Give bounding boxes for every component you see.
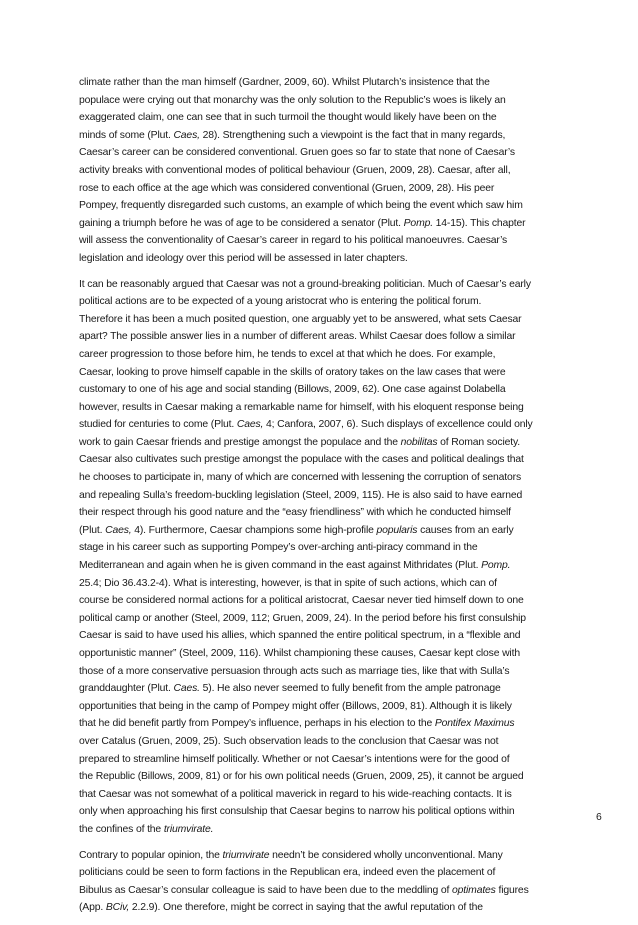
- text-line: [79, 882, 565, 900]
- text-run: work to gain Caesar friends and prestige amongst the populace and the: [79, 436, 401, 448]
- text-run: he chooses to participate in, many of which are concerned with lessening the corruption of senators: [79, 472, 522, 484]
- text-run: 28). Strengthening such a viewpoint is the fact that in many regards,: [199, 129, 506, 141]
- text-run: prepared to streamline himself politically. Whether or not Caesar’s intentions were for the good of: [79, 753, 510, 765]
- text-line: [79, 592, 565, 610]
- text-run: 2.2.9). One therefore, might be correct in saying that the awful reputation of the: [129, 902, 483, 914]
- paragraph: [79, 847, 565, 917]
- body-text: [79, 74, 565, 925]
- text-run: (Plut.: [79, 524, 106, 536]
- text-line: [79, 768, 565, 786]
- text-run: customary to one of his age and social standing (Billows, 2009, 62). One case against Dolabella: [79, 384, 506, 396]
- text-line: [79, 416, 565, 434]
- text-run: causes from an early: [417, 524, 514, 536]
- text-run: 14-15). This chapter: [432, 217, 526, 229]
- text-run: however, results in Caesar making a remarkable name for himself, with his eloquent response being: [79, 401, 524, 413]
- text-line: [79, 864, 565, 882]
- text-line: [79, 469, 565, 487]
- text-run: Mediterranean and again when he is given command in the east against Mithridates (Plut.: [79, 560, 482, 572]
- text-run: It can be reasonably argued that Caesar was not a ground-breaking politician. Much of Caesar’s early: [79, 278, 531, 290]
- text-line: [79, 180, 565, 198]
- text-line: [79, 539, 565, 557]
- text-run: apart? The possible answer lies in a number of different areas. Whilst Caesar does follow a similar: [79, 331, 516, 343]
- text-line: [79, 74, 565, 92]
- text-line: [79, 144, 565, 162]
- text-run: Caesar also cultivates such prestige amongst the populace with the cases and political dealings that: [79, 454, 524, 466]
- italic-term: triumvirate: [222, 849, 270, 861]
- paragraph: [79, 276, 565, 839]
- text-line: [79, 487, 565, 505]
- text-run: those of a more conservative persuasion through acts such as marriage ties, like that with Sulla’s: [79, 665, 510, 677]
- text-run: Pompey, frequently disregarded such customs, an example of which being the event which saw him: [79, 200, 523, 212]
- text-line: [79, 293, 565, 311]
- text-run: only when approaching his first consulship that Caesar begins to narrow his political options within: [79, 806, 515, 818]
- italic-term: Pontifex Maximus: [434, 718, 515, 730]
- text-line: [79, 215, 565, 233]
- text-line: [79, 557, 565, 575]
- text-run: Caesar is said to have used his allies, which spanned the entire political spectrum, in a “flexible and: [79, 630, 521, 642]
- text-run: will assess the conventionality of Caesar’s career in regard to his political manoeuvres. Caesar’s: [79, 235, 508, 247]
- text-line: [79, 92, 565, 110]
- text-run: rose to each office at the age which was considered conventional (Gruen, 2009, 28). His peer: [79, 182, 495, 194]
- text-line: [79, 715, 565, 733]
- text-line: [79, 504, 565, 522]
- text-line: [79, 680, 565, 698]
- text-run: 4). Furthermore, Caesar champions some high-profile: [131, 524, 377, 536]
- text-run: Caesar, looking to prove himself capable in the skills of oratory takes on the law cases that were: [79, 366, 506, 378]
- text-line: [79, 364, 565, 382]
- text-line: [79, 847, 565, 865]
- text-run: that Caesar was not somewhat of a political maverick in regard to his wide-reaching contacts. It is: [79, 788, 512, 800]
- italic-term: Caes,: [236, 419, 264, 431]
- text-run: figures: [495, 884, 529, 896]
- text-line: [79, 663, 565, 681]
- text-line: [79, 451, 565, 469]
- text-line: [79, 311, 565, 329]
- italic-term: Caes,: [105, 524, 132, 536]
- text-run: opportunities that being in the camp of Pompey might offer (Billows, 2009, 81). Although it is likely: [79, 700, 512, 712]
- text-run: course be considered normal actions for a political aristocrat, Caesar never tied himself down to one: [79, 595, 524, 607]
- text-line: [79, 127, 565, 145]
- text-line: [79, 250, 565, 268]
- text-run: opportunistic manner” (Steel, 2009, 116). Whilst championing these causes, Caesar kept close with: [79, 648, 520, 659]
- text-run: populace were crying out that monarchy was the only solution to the Republic’s woes is likely an: [79, 94, 506, 106]
- text-line: [79, 381, 565, 399]
- text-run: over Catalus (Gruen, 2009, 25). Such observation leads to the conclusion that Caesar was not: [79, 735, 499, 747]
- text-run: (App.: [79, 902, 106, 914]
- text-run: activity breaks with conventional modes of political behaviour (Gruen, 2009, 28). Caesar, after all,: [79, 164, 511, 176]
- text-line: [79, 328, 565, 346]
- text-run: Contrary to popular opinion, the: [79, 849, 223, 861]
- text-line: [79, 197, 565, 215]
- text-line: [79, 162, 565, 180]
- text-line: [79, 346, 565, 364]
- text-run: exaggerated claim, one can see that in such turmoil the thought would likely have been on the: [79, 112, 497, 124]
- text-run: minds of some (Plut.: [79, 129, 174, 141]
- text-run: the Republic (Billows, 2009, 81) or for his own political needs (Gruen, 2009, 25), it cannot be argued: [79, 771, 524, 783]
- text-run: Caesar’s career can be considered conventional. Gruen goes so far to state that none of Caesar’s: [79, 147, 515, 159]
- text-run: the confines of the: [79, 823, 164, 835]
- italic-term: popularis: [376, 524, 418, 536]
- text-line: [79, 575, 565, 593]
- text-line: [79, 610, 565, 628]
- text-run: of Roman society.: [437, 436, 520, 448]
- text-line: [79, 522, 565, 540]
- text-line: [79, 232, 565, 250]
- paragraph: [79, 74, 565, 268]
- text-run: Bibulus as Caesar’s consular colleague is said to have been due to the meddling of: [79, 884, 453, 896]
- text-line: [79, 821, 565, 839]
- text-run: needn’t be considered wholly unconventional. Many: [269, 849, 503, 861]
- text-line: [79, 399, 565, 417]
- italic-term: nobilitas: [400, 436, 438, 448]
- text-line: [79, 109, 565, 127]
- text-run: studied for centuries to come (Plut.: [79, 419, 237, 431]
- text-run: 4; Canfora, 2007, 6). Such displays of excellence could only: [263, 419, 533, 431]
- text-run: and repealing Sulla’s freedom-buckling legislation (Steel, 2009, 115). He is also said to have earned: [79, 489, 523, 501]
- text-run: 25.4; Dio 36.43.2-4). What is interesting, however, is that in spite of such actions, which can of: [79, 577, 497, 589]
- text-run: career progression to those before him, he tends to excel at that which he does. For example,: [79, 348, 496, 360]
- text-line: [79, 698, 565, 716]
- text-run: their respect through his good nature and the “easy friendliness” with which he conducted himself: [79, 507, 511, 519]
- text-run: politicians could be seen to form factions in the Republican era, indeed even the placement of: [79, 867, 496, 879]
- text-line: [79, 733, 565, 751]
- text-run: gaining a triumph before he was of age to be considered a senator (Plut.: [79, 217, 404, 229]
- text-line: [79, 276, 565, 294]
- italic-term: Pomp.: [403, 217, 433, 229]
- italic-term: triumvirate.: [163, 823, 214, 835]
- text-run: that he did benefit partly from Pompey’s influence, perhaps in his election to the: [79, 718, 435, 730]
- italic-term: BCiv,: [105, 902, 130, 914]
- italic-term: Caes.: [173, 683, 200, 695]
- text-run: 5). He also never seemed to fully benefit from the ample patronage: [199, 683, 501, 695]
- text-run: political actions are to be expected of a young aristocrat who is entering the political forum.: [79, 296, 482, 308]
- page-number: 6: [596, 812, 602, 823]
- italic-term: Pomp.: [481, 560, 511, 572]
- text-run: granddaughter (Plut.: [79, 683, 174, 695]
- italic-term: Caes,: [173, 129, 200, 141]
- text-run: stage in his career such as supporting Pompey’s over-arching anti-piracy command in the: [79, 542, 478, 554]
- text-line: [79, 627, 565, 645]
- text-run: political camp or another (Steel, 2009, 112; Gruen, 2009, 24). In the period before his first consulship: [79, 612, 526, 624]
- text-run: Therefore it has been a much posited question, one arguably yet to be answered, what sets Caesar: [79, 313, 522, 325]
- text-line: [79, 434, 565, 452]
- text-run: climate rather than the man himself (Gardner, 2009, 60). Whilst Plutarch’s insistence that the: [79, 77, 490, 88]
- text-line: [79, 786, 565, 804]
- text-line: [79, 803, 565, 821]
- text-line: [79, 751, 565, 769]
- text-run: legislation and ideology over this period will be assessed in later chapters.: [79, 252, 408, 264]
- italic-term: optimates: [452, 884, 496, 896]
- text-line: [79, 645, 565, 663]
- text-line: [79, 899, 565, 917]
